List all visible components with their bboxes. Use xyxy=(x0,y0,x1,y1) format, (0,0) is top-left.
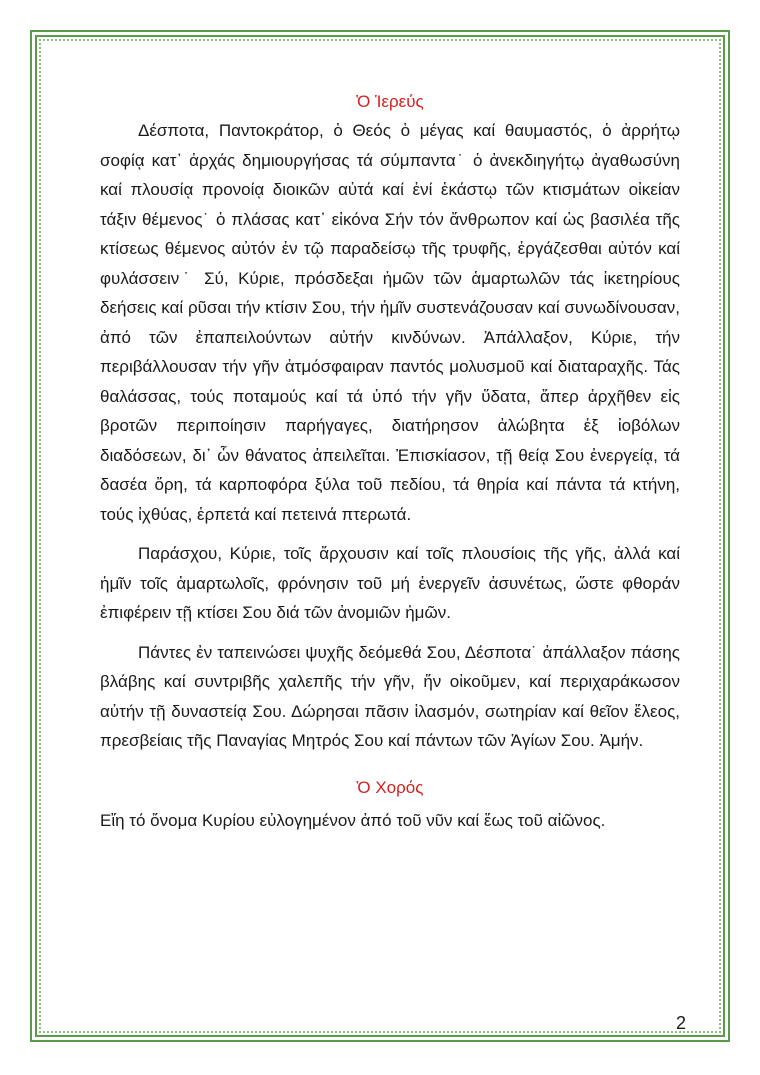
page-content xyxy=(100,90,680,845)
choir-line: Εἴη τό ὄνομα Κυρίου εὐλογημένον ἀπό τοῦ νῦν καί ἕως τοῦ αἰῶνος. xyxy=(100,810,606,830)
choir-heading: Ὁ Χορός xyxy=(356,777,424,797)
priest-paragraph-3: Πάντες ἐν ταπεινώσει ψυχῆς δεόμεθά Σου, Δέσποτα˙ ἀπάλλαξον πάσης βλάβης καί συντριβῆς χαλεπῆς τήν γῆν, ἥν οἰκοῦμεν, καί περιχαράκωσον αὐτήν τῇ δυναστείᾳ Σου. Δώρησαι πᾶσιν ἱλασμόν, σωτηρίαν καί θεῖον ἔλεος, πρεσβείαις τῆς Παναγίας Μητρός Σου καί πάντων τῶν Ἁγίων Σου. Ἀμήν. xyxy=(100,642,680,750)
priest-heading: Ὁ Ἱερεύς xyxy=(356,92,424,111)
priest-paragraph-1: Δέσποτα, Παντοκράτορ, ὁ Θεός ὁ μέγας καί θαυμαστός, ὁ ἀρρήτῳ σοφίᾳ κατ᾽ ἀρχάς δημιουργήσας τά σύμπαντα˙ ὁ ἀνεκδιηγήτῳ ἀγαθωσύνη καί πλουσίᾳ προνοίᾳ διοικῶν αὐτά καί ἐνί ἑκάστῳ τῶν κτισμάτων οἰκείαν τάξιν θέμενος˙ ὁ πλάσας κατ᾽ εἰκόνα Σήν τόν ἄνθρωπον καί ὡς βασιλέα τῆς κτίσεως θέμενος αὐτόν ἐν τῷ παραδείσῳ τῆς τρυφῆς, ἐργάζεσθαι αὐτόν καί φυλάσσειν˙ Σύ, Κύριε, πρόσδεξαι ἡμῶν τῶν ἁμαρτωλῶν τάς ἱκετηρίους δεήσεις καί ρῦσαι τήν κτίσιν Σου, τήν ἡμῖν συστενάζουσαν καί συνωδίνουσαν, ἀπό τῶν ἐπαπειλούντων αὐτήν κινδύνων. Ἀπάλλαξον, Κύριε, τήν περιβάλλουσαν τήν γῆν ἀτμόσφαιραν παντός μολυσμοῦ καί διαταραχῆς. Τάς θαλάσσας, τούς ποταμούς καί τά ὑπό τήν γῆν ὕδατα, ἅπερ ἀρχῆθεν εἰς βροτῶν περιποίησιν παρήγαγες, διατήρησον ἀλώβητα ἐξ ἰοβόλων διαδόσεων, δι᾽ ὧν θάνατος ἀπειλεῖται. Ἐπισκίασον, τῇ θείᾳ Σου ἐνεργείᾳ, τά δασέα ὄρη, τά καρποφόρα ξύλα τοῦ πεδίου, τά θηρία καί πάντα τά κτήνη, τούς ἰχθύας, ἑρπετά καί πετεινά πτερωτά. xyxy=(100,121,680,524)
priest-paragraph-2: Παράσχου, Κύριε, τοῖς ἄρχουσιν καί τοῖς πλουσίοις τῆς γῆς, ἀλλά καί ἡμῖν τοῖς ἁμαρτωλοῖς, φρόνησιν τοῦ μή ἐνεργεῖν ἀσυνέτως, ὥστε φθοράν ἐπιφέρειν τῇ κτίσει Σου διά τῶν ἀνομιῶν ἡμῶν. xyxy=(100,544,680,622)
page-number: 2 xyxy=(676,1013,687,1033)
